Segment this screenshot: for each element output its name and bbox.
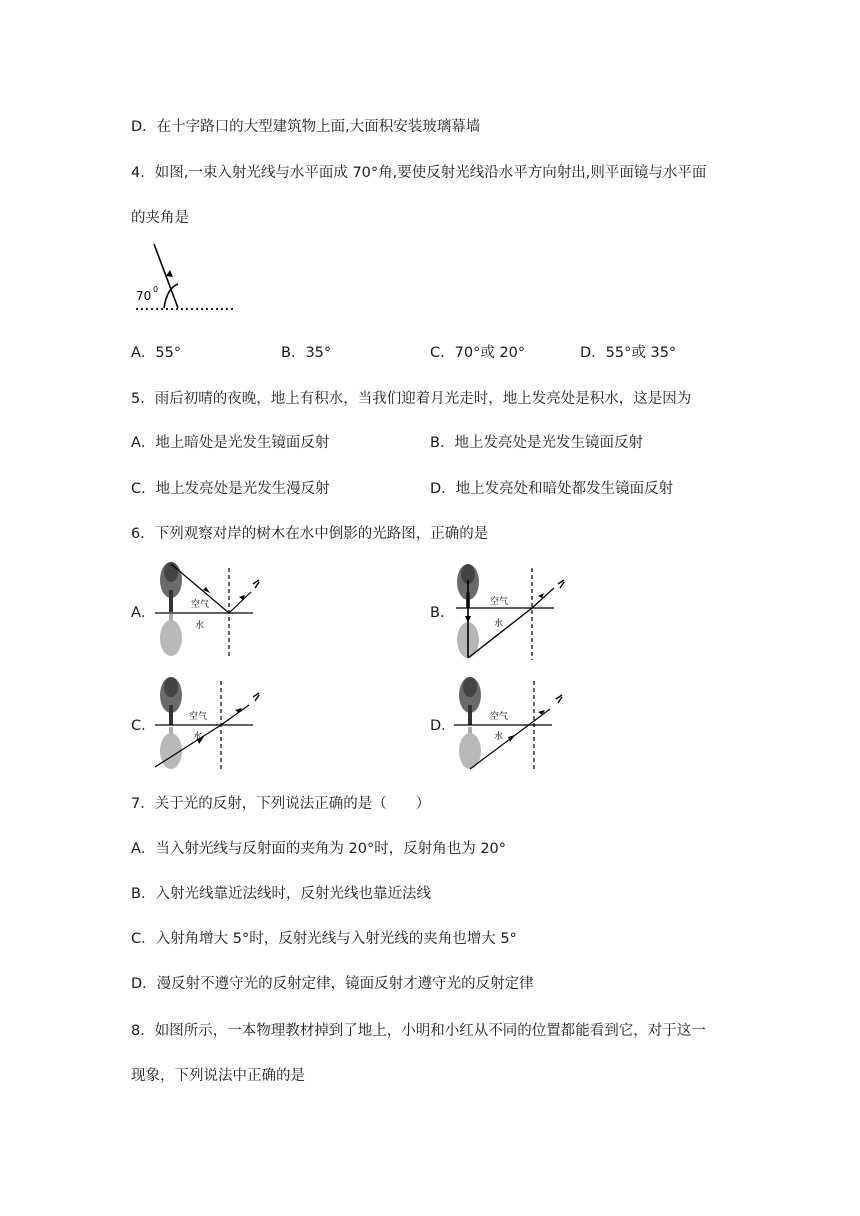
air-label: 空气 bbox=[490, 712, 509, 722]
q6-figure-d bbox=[454, 675, 574, 775]
ray-arrow bbox=[465, 616, 471, 623]
q4-option-c: C．70°或 20° bbox=[430, 345, 526, 361]
q4-option-a: A．55° bbox=[131, 345, 182, 361]
q3-option-d: D．在十字路口的大型建筑物上面,大面积安装玻璃幕墙 bbox=[131, 119, 481, 135]
water-label: 水 bbox=[494, 732, 504, 742]
q5-option-b: B．地上发亮处是光发生镜面反射 bbox=[430, 435, 643, 451]
reflected-ray bbox=[532, 588, 554, 608]
q4-ray-arrow bbox=[166, 270, 173, 277]
q4-option-d: D．55°或 35° bbox=[580, 345, 677, 361]
air-label: 空气 bbox=[189, 712, 208, 722]
q6-figure-a bbox=[155, 560, 275, 660]
q8-stem-line2: 现象，下列说法中正确的是 bbox=[131, 1068, 305, 1084]
q6-option-c-label: C． bbox=[131, 718, 156, 734]
q4-option-b: B．35° bbox=[281, 345, 332, 361]
eye-icon bbox=[558, 580, 564, 588]
q7-option-d: D．漫反射不遵守光的反射定律，镜面反射才遵守光的反射定律 bbox=[131, 976, 534, 992]
q4-angle-label: 70 bbox=[136, 289, 152, 303]
q6-figure-c bbox=[155, 675, 275, 775]
water-label: 水 bbox=[494, 619, 504, 629]
q4-degree-mark: 0 bbox=[153, 285, 159, 294]
q7-stem: 7．关于光的反射，下列说法正确的是（ ） bbox=[131, 796, 431, 812]
reflected-ray bbox=[221, 705, 249, 725]
q5-option-d: D．地上发亮处和暗处都发生镜面反射 bbox=[430, 481, 674, 497]
q6-option-a-label: A． bbox=[131, 605, 156, 621]
q8-stem-line1: 8．如图所示，一本物理教材掉到了地上，小明和小红从不同的位置都能看到它，对于这一 bbox=[131, 1023, 706, 1039]
tree-icon bbox=[160, 562, 182, 612]
tree-icon bbox=[160, 677, 182, 725]
q4-figure bbox=[134, 240, 236, 314]
q7-option-a: A．当入射光线与反射面的夹角为 20°时，反射角也为 20° bbox=[131, 841, 507, 857]
water-label: 水 bbox=[193, 732, 203, 742]
eye-icon bbox=[253, 693, 259, 701]
eye-icon bbox=[253, 580, 259, 588]
q7-option-c: C．入射角增大 5°时，反射光线与入射光线的夹角也增大 5° bbox=[131, 931, 517, 947]
q6-option-d-label: D． bbox=[430, 718, 456, 734]
water-label: 水 bbox=[195, 621, 205, 631]
q5-option-a: A．地上暗处是光发生镜面反射 bbox=[131, 435, 330, 451]
q4-stem-line1: 4．如图,一束入射光线与水平面成 70°角,要使反射光线沿水平方向射出,则平面镜与水平面 bbox=[131, 165, 707, 181]
tree-reflection-icon bbox=[160, 727, 182, 769]
ray-arrow bbox=[508, 735, 515, 742]
q7-option-b: B．入射光线靠近法线时，反射光线也靠近法线 bbox=[131, 886, 431, 902]
tree-reflection-icon bbox=[160, 614, 182, 656]
q5-stem: 5．雨后初晴的夜晚，地上有积水，当我们迎着月光走时，地上发亮处是积水，这是因为 bbox=[131, 391, 692, 407]
reflected-ray bbox=[229, 592, 251, 613]
q6-figure-b bbox=[454, 560, 574, 664]
air-label: 空气 bbox=[490, 597, 509, 607]
air-label: 空气 bbox=[191, 600, 210, 610]
q6-option-b-label: B． bbox=[430, 605, 455, 621]
tree-icon bbox=[459, 677, 481, 725]
q5-option-c: C．地上发亮处是光发生漫反射 bbox=[131, 481, 330, 497]
q6-stem: 6．下列观察对岸的树木在水中倒影的光路图，正确的是 bbox=[131, 526, 489, 542]
eye-icon bbox=[556, 695, 562, 703]
q4-stem-line2: 的夹角是 bbox=[131, 210, 189, 226]
